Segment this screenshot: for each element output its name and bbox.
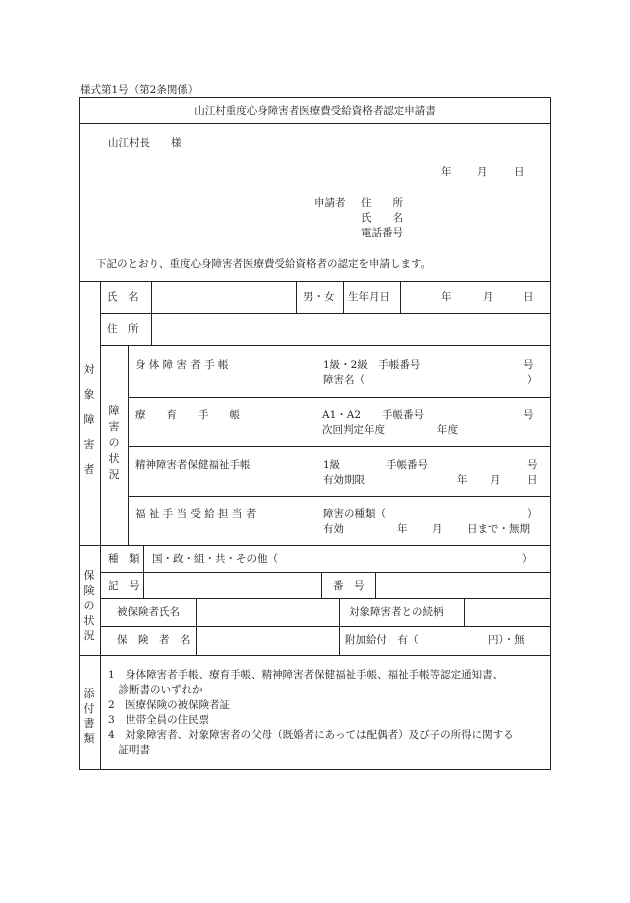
sex-col-left bbox=[296, 281, 297, 313]
physical-book-label: 身 体 障 害 者 手 帳 bbox=[135, 359, 229, 371]
mental-day: 日 bbox=[527, 474, 538, 486]
welfare-close-paren: ） bbox=[527, 508, 538, 520]
insurance-type-close: ） bbox=[522, 553, 533, 565]
symbol-col-right bbox=[321, 572, 322, 598]
target-address-label: 住 所 bbox=[107, 323, 139, 335]
insurance-section-label: 保険の状況 bbox=[83, 569, 95, 642]
applicant-address-label: 住 所 bbox=[361, 197, 403, 209]
birthdate-label: 生年月日 bbox=[348, 291, 390, 303]
insurance-type-options: 国・政・組・共・その他（ bbox=[152, 553, 278, 565]
additional-benefit: 附加給付 有（ bbox=[345, 634, 419, 646]
applicant-name-label: 氏 名 bbox=[361, 212, 403, 224]
sex-options: 男・女 bbox=[303, 291, 335, 303]
name-row-bottom bbox=[100, 313, 551, 314]
application-statement: 下記のとおり、重度心身障害者医療費受給資格者の認定を申請します。 bbox=[96, 258, 432, 270]
mental-book-number: 手帳番号 bbox=[386, 459, 428, 471]
attachment-item: 診断書のいずれか bbox=[108, 684, 203, 696]
status-section-label: 障害の状況 bbox=[108, 404, 120, 481]
birth-year: 年 bbox=[441, 291, 452, 303]
applicant-label: 申請者 bbox=[314, 197, 346, 209]
form-number: 様式第1号（第2条関係） bbox=[80, 84, 199, 96]
target-top bbox=[79, 281, 551, 282]
welfare-valid: 有効 bbox=[323, 523, 344, 535]
date-month: 月 bbox=[477, 166, 488, 178]
mental-valid-until: 有効期限 bbox=[323, 474, 365, 486]
left-label-column bbox=[100, 281, 101, 770]
form-title: 山江村重度心身障害者医療費受給資格者認定申請書 bbox=[194, 105, 436, 117]
symbol-row-bottom bbox=[100, 598, 551, 599]
addressee: 山江村長 様 bbox=[108, 137, 182, 149]
welfare-type: 障害の種類（ bbox=[323, 508, 386, 520]
applicant-phone-label: 電話番号 bbox=[361, 227, 403, 239]
birth-day: 日 bbox=[523, 291, 534, 303]
date-year: 年 bbox=[441, 166, 452, 178]
number-col-left bbox=[375, 572, 376, 598]
type-row-bottom bbox=[100, 572, 551, 573]
mental-row-bottom bbox=[128, 496, 551, 497]
attachment-item: 3 世帯全員の住民票 bbox=[108, 714, 210, 726]
insurance-section-bottom bbox=[79, 655, 551, 656]
rehab-grade: A1・A2 手帳番号 bbox=[322, 409, 425, 421]
frame-right bbox=[550, 97, 551, 770]
frame-left bbox=[79, 97, 80, 770]
mental-month: 月 bbox=[490, 474, 501, 486]
target-name-label: 氏 名 bbox=[107, 291, 139, 303]
welfare-until-or-none: 日まで・無期 bbox=[467, 523, 530, 535]
target-section-label: 対象障害者 bbox=[83, 363, 95, 476]
rehab-row-bottom bbox=[128, 446, 551, 447]
rehab-fiscal-year: 年度 bbox=[437, 424, 458, 436]
physical-row-bottom bbox=[128, 397, 551, 398]
relation-value-col bbox=[464, 598, 465, 626]
relation-label: 対象障害者との続柄 bbox=[349, 606, 444, 618]
insured-name-label: 被保険者氏名 bbox=[117, 606, 180, 618]
mental-number-suffix: 号 bbox=[527, 459, 538, 471]
target-section-bottom bbox=[79, 545, 551, 546]
welfare-month: 月 bbox=[432, 523, 443, 535]
birth-value-col bbox=[400, 281, 401, 313]
birth-month: 月 bbox=[483, 291, 494, 303]
title-divider bbox=[79, 123, 551, 124]
mental-grade: 1級 bbox=[323, 459, 341, 471]
insurance-symbol-label: 記 号 bbox=[108, 580, 140, 592]
additional-benefit-amount: 円）・無 bbox=[488, 634, 525, 646]
attachment-item: 証明書 bbox=[108, 744, 150, 756]
date-day: 日 bbox=[514, 166, 525, 178]
insurance-number-label: 番 号 bbox=[333, 580, 365, 592]
welfare-year: 年 bbox=[397, 523, 408, 535]
attachment-item: 4 対象障害者、対象障害者の父母（既婚者にあっては配偶者）及び子の所得に関する bbox=[108, 729, 514, 741]
attachment-item: 1 身体障害者手帳、療育手帳、精神障害者保健福祉手帳、福祉手帳等認定通知書、 bbox=[108, 669, 504, 681]
physical-grade: 1級・2級 手帳番号 bbox=[323, 359, 421, 371]
insurer-name-label: 保 険 者 名 bbox=[117, 634, 191, 646]
rehab-next-review: 次回判定年度 bbox=[322, 424, 385, 436]
insured-row-bottom bbox=[100, 626, 551, 627]
physical-close-paren: ） bbox=[527, 374, 538, 386]
frame-top bbox=[79, 97, 551, 98]
welfare-label: 福 祉 手 当 受 給 担 当 者 bbox=[135, 508, 257, 520]
status-col-divider bbox=[128, 345, 129, 545]
frame-bottom bbox=[79, 769, 551, 770]
attachments-section-label: 添付書類 bbox=[83, 687, 95, 745]
attachment-item: 2 医療保険の被保険者証 bbox=[108, 699, 231, 711]
physical-disability-name: 障害名（ bbox=[323, 374, 365, 386]
rehab-number-suffix: 号 bbox=[523, 409, 534, 421]
address-row-bottom bbox=[100, 345, 551, 346]
mental-year: 年 bbox=[457, 474, 468, 486]
physical-number-suffix: 号 bbox=[523, 359, 534, 371]
birth-col-left bbox=[343, 281, 344, 313]
insurance-type-label: 種 類 bbox=[108, 553, 140, 565]
mental-book-label: 精神障害者保健福祉手帳 bbox=[135, 459, 251, 471]
rehab-book-label: 療 育 手 帳 bbox=[135, 409, 240, 421]
